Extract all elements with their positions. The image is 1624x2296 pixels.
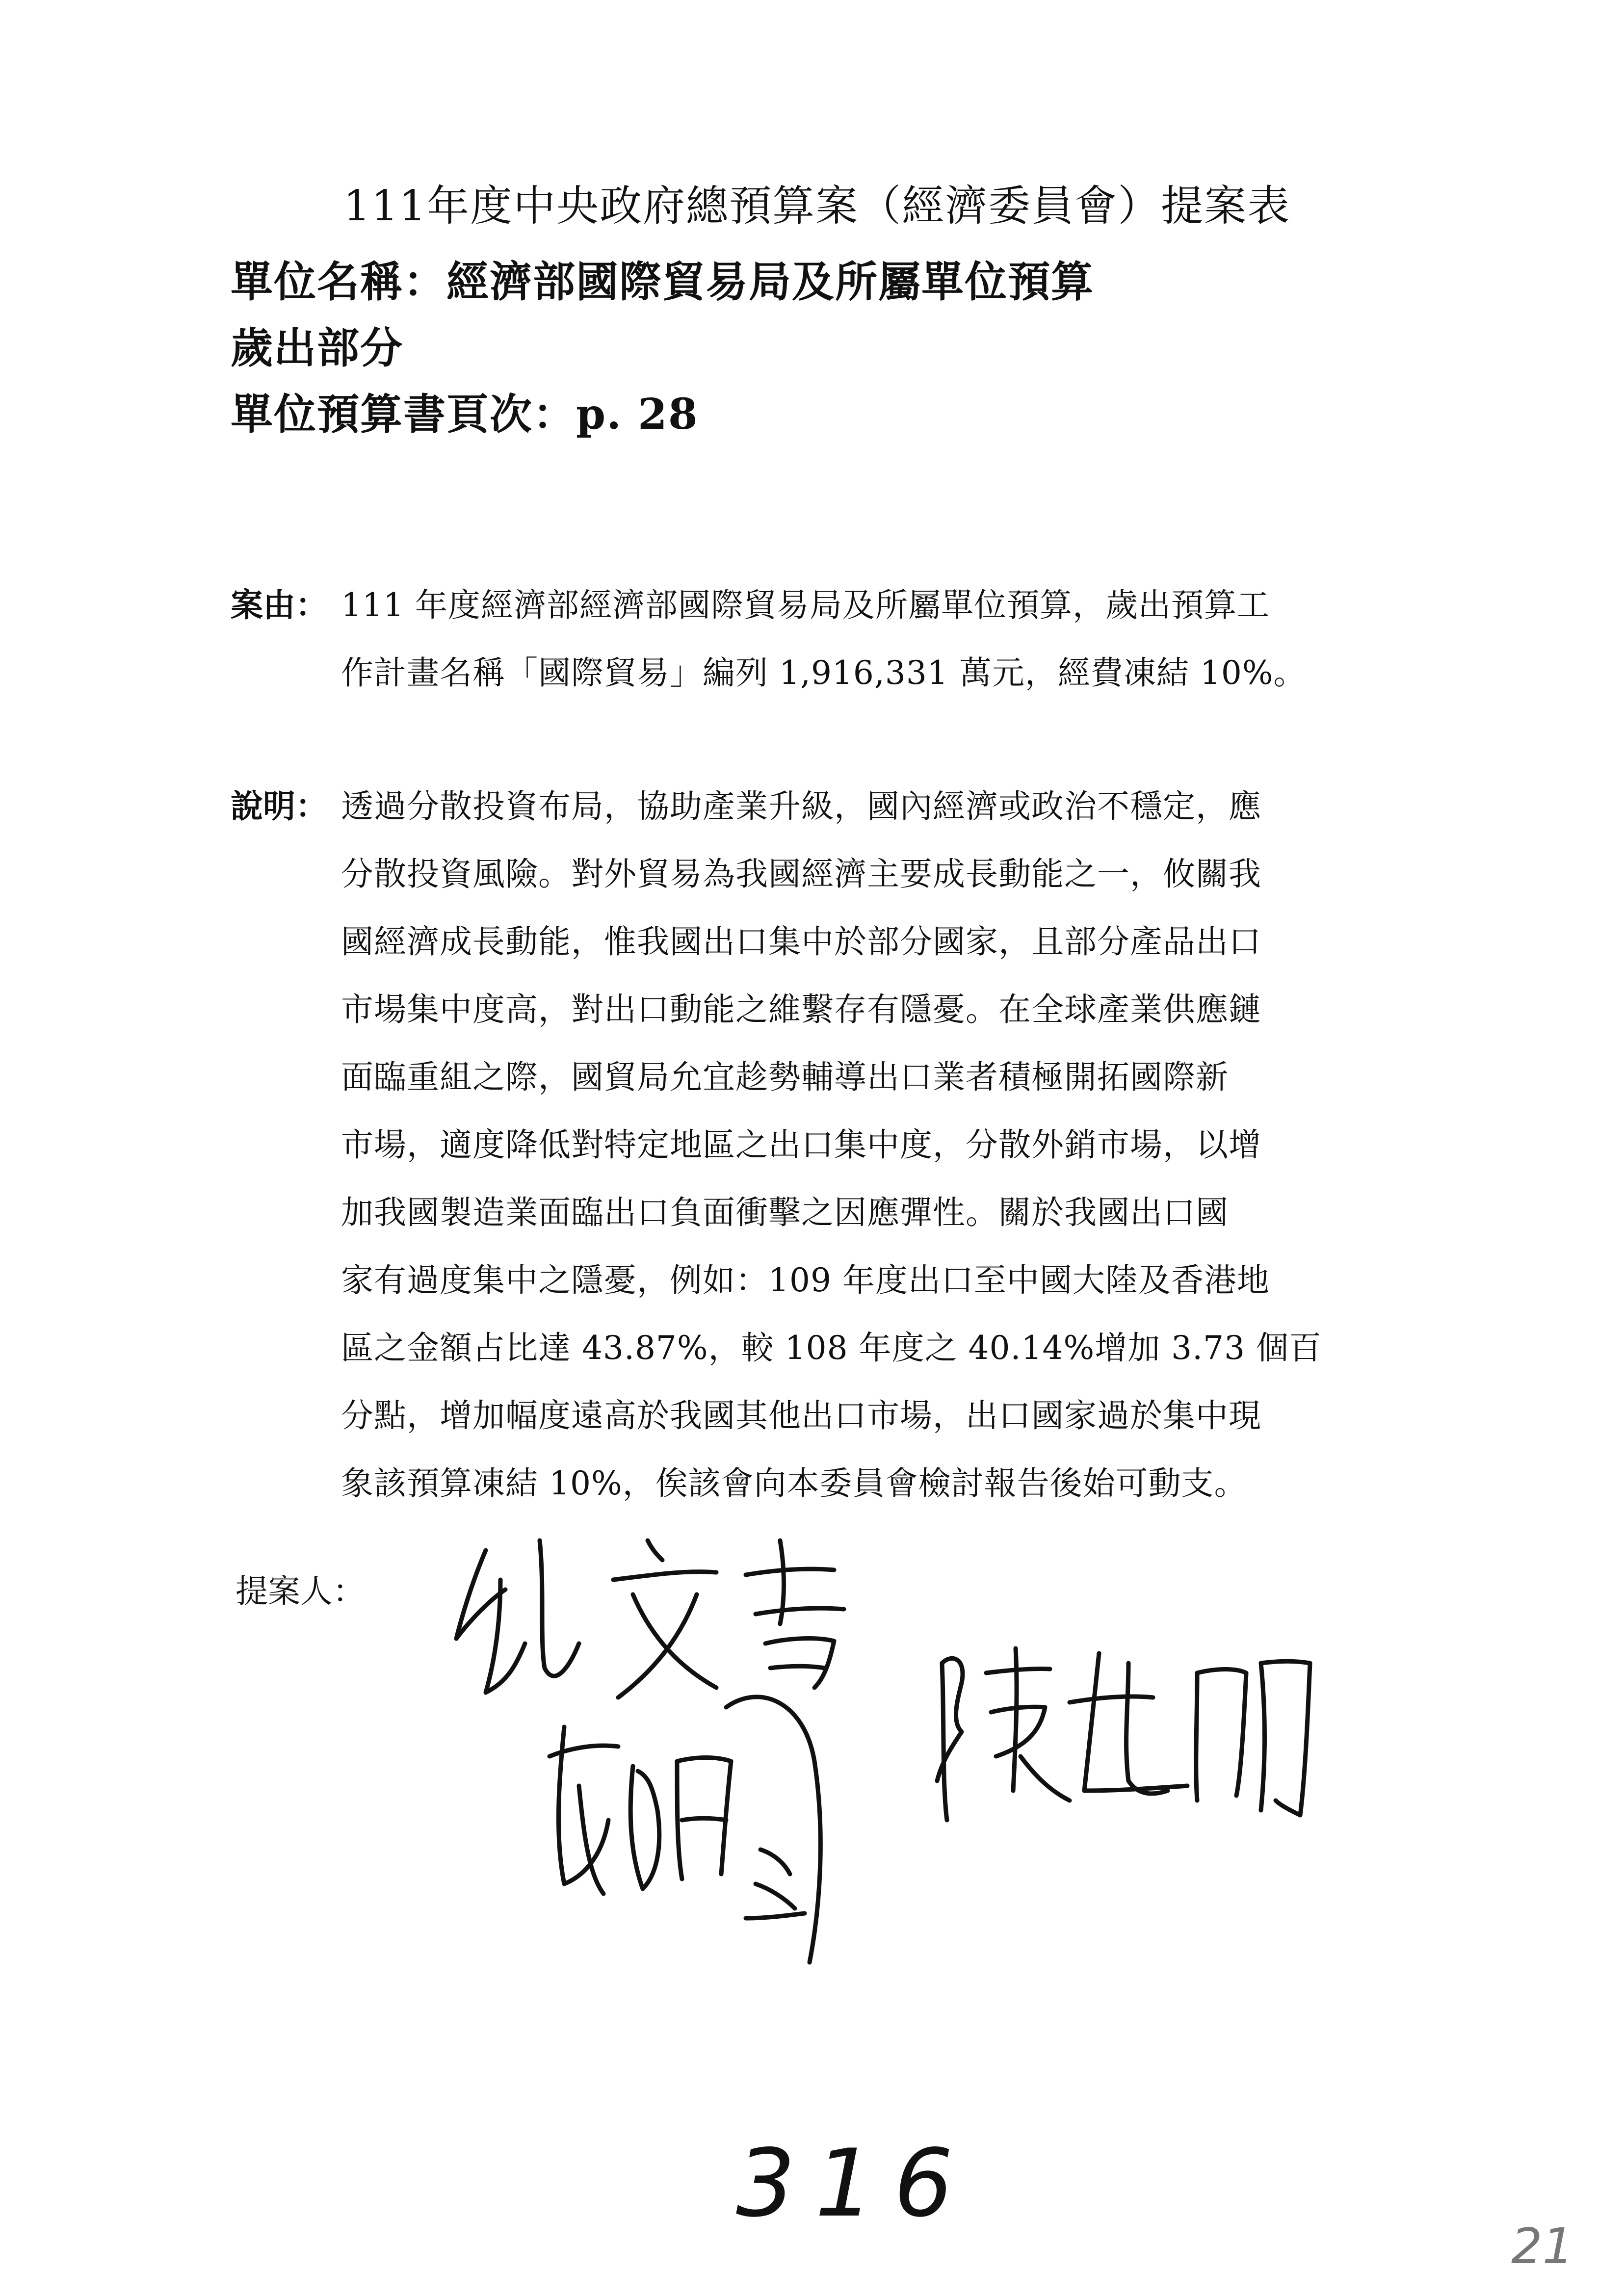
page-number: 316 <box>736 2129 973 2238</box>
corner-mark: 21 <box>1511 2218 1574 2275</box>
section-label: 歲出部分 <box>231 323 403 373</box>
explanation-line: 象該預算凍結 10%，俟該會向本委員會檢討報告後始可動支。 <box>341 1464 1247 1502</box>
unit-name: 單位名稱：經濟部國際貿易局及所屬單位預算 <box>231 257 1094 307</box>
explanation-line: 市場，適度降低對特定地區之出口集中度，分散外銷市場，以增 <box>341 1126 1261 1164</box>
explanation-line: 分散投資風險。對外貿易為我國經濟主要成長動能之一，攸關我 <box>341 855 1261 893</box>
signature-chen-chao-ming <box>922 1634 1325 1842</box>
page-title: 111年度中央政府總預算案（經濟委員會）提案表 <box>343 182 1291 231</box>
case-label: 案由： <box>231 586 328 624</box>
explanation-line: 分點，增加幅度遠高於我國其他出口市場，出口國家過於集中現 <box>341 1397 1261 1435</box>
proposer-label: 提案人： <box>236 1572 365 1610</box>
handwritten-signature-icon <box>530 1688 883 1982</box>
case-line: 111 年度經濟部經濟部國際貿易局及所屬單位預算，歲出預算工 <box>341 586 1270 624</box>
explanation-line: 區之金額占比達 43.87%，較 108 年度之 40.14%增加 3.73 個百 <box>341 1329 1322 1367</box>
case-line: 作計畫名稱「國際貿易」編列 1,916,331 萬元，經費凍結 10%。 <box>341 654 1307 692</box>
signature-qiu-yi-ying <box>530 1688 883 1984</box>
page-reference: 單位預算書頁次：p. 28 <box>231 390 699 439</box>
explanation-line: 加我國製造業面臨出口負面衝擊之因應彈性。關於我國出口國 <box>341 1194 1229 1231</box>
explanation-line: 國經濟成長動能，惟我國出口集中於部分國家，且部分產品出口 <box>341 923 1261 961</box>
handwritten-signature-icon <box>922 1634 1325 1840</box>
explanation-line: 面臨重組之際，國貿局允宜趁勢輔導出口業者積極開拓國際新 <box>341 1058 1229 1096</box>
explanation-line: 家有過度集中之隱憂，例如：109 年度出口至中國大陸及香港地 <box>341 1261 1270 1299</box>
explanation-line: 透過分散投資布局，協助產業升級，國內經濟或政治不穩定，應 <box>341 787 1261 825</box>
explanation-label: 說明： <box>231 787 328 825</box>
explanation-line: 市場集中度高，對出口動能之維繫存有隱憂。在全球產業供應鏈 <box>341 991 1261 1028</box>
